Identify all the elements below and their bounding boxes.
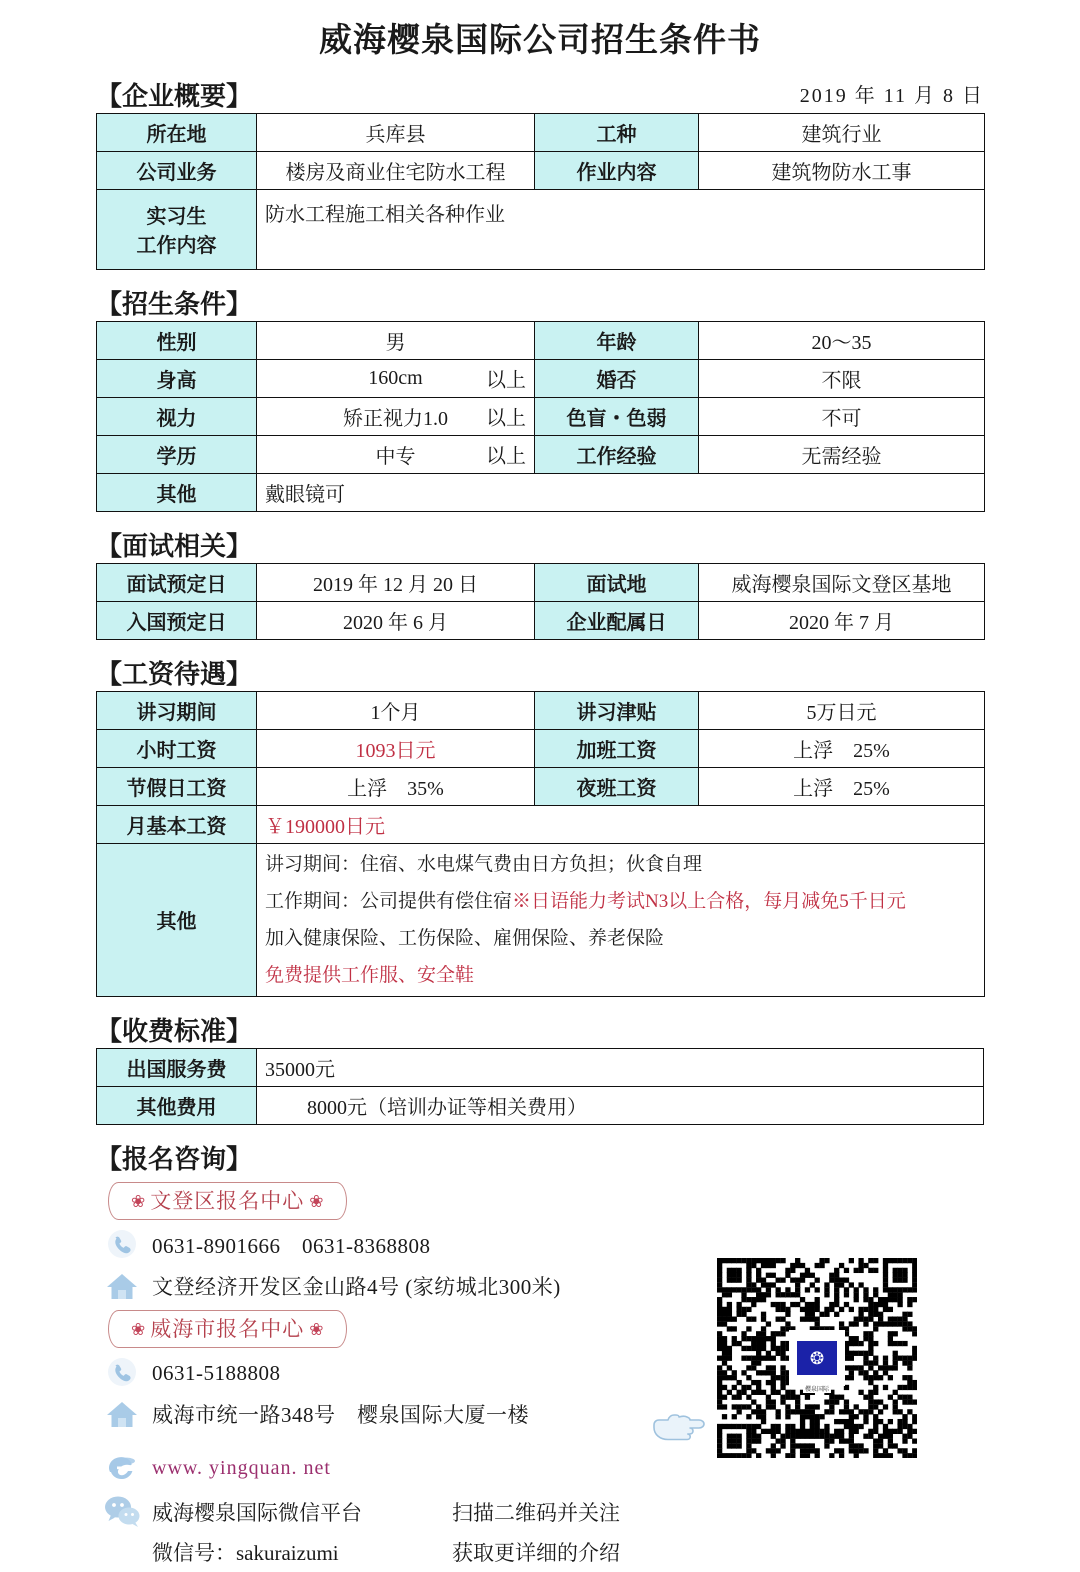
cell-value-req-other: 戴眼镜可 xyxy=(257,473,985,511)
table-requirements xyxy=(96,321,985,512)
cell-value-overtime-wage: 上浮 25% xyxy=(699,729,985,767)
home-icon xyxy=(102,1268,142,1304)
value-text: 矫正视力1.0 xyxy=(343,407,448,430)
qr-logo-caption: 樱泉国际 xyxy=(803,1384,831,1393)
cell-label-interview-date: 面试预定日 xyxy=(97,563,257,601)
website-url[interactable]: www. yingquan. net xyxy=(152,1456,331,1479)
home-icon xyxy=(102,1396,142,1432)
table-row xyxy=(97,151,985,189)
cell-value-night-wage: 上浮 25% xyxy=(699,767,985,805)
table-row xyxy=(97,601,985,639)
cell-label-monthly-wage: 月基本工资 xyxy=(97,805,257,843)
value-text: 中专 xyxy=(375,445,416,468)
cell-label-age: 年龄 xyxy=(535,321,699,359)
table-row xyxy=(97,563,985,601)
cell-label-gender: 性别 xyxy=(97,321,257,359)
wechat-id[interactable]: 微信号：sakuraizumi xyxy=(152,1541,339,1566)
table-row xyxy=(97,691,985,729)
section-header-requirements xyxy=(96,286,984,318)
note-black: 加入健康保险、工伤保险、雇佣保险、养老保险 xyxy=(265,927,665,949)
cell-value-interview-place: 威海樱泉国际文登区基地 xyxy=(699,563,985,601)
section-header-fees xyxy=(96,1013,984,1045)
table-fees xyxy=(96,1048,984,1125)
cell-label-height: 身高 xyxy=(97,359,257,397)
wechat-row-2 xyxy=(152,1532,662,1572)
table-row xyxy=(97,397,985,435)
note-black: 讲习期间：住宿、水电煤气费由日方负担；伙食自理 xyxy=(265,853,703,875)
note-line xyxy=(265,883,976,920)
cell-value-location: 兵库县 xyxy=(257,113,535,151)
qr-prompt-line-1: 扫描二维码并关注 xyxy=(452,1501,620,1526)
cell-value-training-allowance: 5万日元 xyxy=(699,691,985,729)
cell-label-job-type: 工种 xyxy=(535,113,699,151)
value-text: 男 xyxy=(385,331,406,354)
flower-icon: ❀ xyxy=(309,1320,324,1340)
wechat-platform-name: 威海樱泉国际微信平台 xyxy=(152,1501,362,1526)
phone-icon xyxy=(102,1355,142,1391)
phone-icon xyxy=(102,1227,142,1263)
cell-label-assignment-date: 企业配属日 xyxy=(535,601,699,639)
cell-label-work-content: 作业内容 xyxy=(535,151,699,189)
note-red: 免费提供工作服、安全鞋 xyxy=(265,964,475,986)
internet-explorer-icon xyxy=(102,1450,142,1486)
address-weihai: 威海市统一路348号 樱泉国际大厦一楼 xyxy=(152,1403,529,1428)
value-suffix: 以上 xyxy=(486,369,526,392)
qr-code[interactable] xyxy=(717,1258,917,1458)
table-company-overview xyxy=(96,113,985,270)
note-line xyxy=(265,957,976,994)
table-interview xyxy=(96,563,985,640)
cell-value-colorblind: 不可 xyxy=(699,397,985,435)
cell-label-experience: 工作经验 xyxy=(535,435,699,473)
cell-label-req-other: 其他 xyxy=(97,473,257,511)
section-title-contact: 【报名咨询】 xyxy=(96,1144,253,1174)
cell-label-holiday-wage: 节假日工资 xyxy=(97,767,257,805)
phone-number-wendeng[interactable]: 0631-8901666 0631-8368808 xyxy=(152,1234,431,1259)
table-row xyxy=(97,767,985,805)
cell-value-interview-date: 2019 年 12 月 20 日 xyxy=(257,563,535,601)
note-red: ※日语能力考试N3以上合格，每月减免5千日元 xyxy=(512,890,906,912)
section-title-company: 【企业概要】 xyxy=(96,81,253,111)
cell-value-entry-date: 2020 年 6 月 xyxy=(257,601,535,639)
table-row xyxy=(97,321,985,359)
cell-value-vision xyxy=(257,397,535,435)
address-wendeng: 文登经济开发区金山路4号 (家纺城北300米) xyxy=(152,1275,561,1300)
table-row xyxy=(97,359,985,397)
cell-label-interview-place: 面试地 xyxy=(535,563,699,601)
section-header-interview xyxy=(96,528,984,560)
cell-label-overtime-wage: 加班工资 xyxy=(535,729,699,767)
cell-label-location: 所在地 xyxy=(97,113,257,151)
badge-label: 文登区报名中心 xyxy=(150,1188,305,1213)
wechat-row-1 xyxy=(152,1492,662,1532)
table-row xyxy=(97,843,985,996)
badge-weihai-center xyxy=(108,1310,347,1348)
note-line xyxy=(265,846,976,883)
cell-value-experience: 无需经验 xyxy=(699,435,985,473)
badge-label: 威海市报名中心 xyxy=(150,1317,305,1342)
cell-value-salary-notes xyxy=(257,843,985,996)
table-row xyxy=(97,435,985,473)
wechat-text-column xyxy=(152,1492,662,1572)
cell-value-work-content: 建筑物防水工事 xyxy=(699,151,985,189)
cell-value-education xyxy=(257,435,535,473)
cell-label-night-wage: 夜班工资 xyxy=(535,767,699,805)
table-salary xyxy=(96,691,985,997)
intern-label-line2: 工作内容 xyxy=(136,235,217,258)
cell-label-intern-duties xyxy=(97,189,257,269)
section-title-salary: 【工资待遇】 xyxy=(96,659,253,689)
flower-icon: ❀ xyxy=(309,1191,324,1211)
wechat-icon-column xyxy=(102,1492,142,1537)
table-row xyxy=(97,805,985,843)
flower-icon: ❀ xyxy=(131,1320,146,1340)
note-line xyxy=(265,920,976,957)
table-row xyxy=(97,473,985,511)
intern-label-line1: 实习生 xyxy=(146,206,207,229)
section-header-salary xyxy=(96,656,984,688)
qr-center-logo xyxy=(794,1335,840,1381)
note-black: 工作期间：公司提供有偿住宿 xyxy=(265,890,513,912)
qr-logo-mark: ❂ xyxy=(797,1341,837,1375)
cell-value-monthly-wage: ￥190000日元 xyxy=(257,805,985,843)
cell-value-age: 20～35 xyxy=(699,321,985,359)
section-title-fees: 【收费标准】 xyxy=(96,1016,253,1046)
table-row xyxy=(97,729,985,767)
pointing-hand-icon xyxy=(648,1405,710,1451)
cell-label-training-allowance: 讲习津贴 xyxy=(535,691,699,729)
cell-value-business: 楼房及商业住宅防水工程 xyxy=(257,151,535,189)
document-date: 2019 年 11 月 8 日 xyxy=(799,84,984,107)
cell-label-marital: 婚否 xyxy=(535,359,699,397)
cell-value-holiday-wage: 上浮 35% xyxy=(257,767,535,805)
section-header-company xyxy=(96,78,984,110)
cell-label-colorblind: 色盲・色弱 xyxy=(535,397,699,435)
section-title-interview: 【面试相关】 xyxy=(96,531,253,561)
cell-label-service-fee: 出国服务费 xyxy=(97,1048,257,1086)
phone-number-weihai[interactable]: 0631-5188808 xyxy=(152,1360,281,1385)
section-header-contact xyxy=(96,1141,984,1173)
table-row xyxy=(97,1048,984,1086)
cell-value-assignment-date: 2020 年 7 月 xyxy=(699,601,985,639)
cell-label-hourly-wage: 小时工资 xyxy=(97,729,257,767)
value-suffix: 以上 xyxy=(486,445,526,468)
value-suffix: 以上 xyxy=(486,407,526,430)
cell-label-education: 学历 xyxy=(97,435,257,473)
cell-value-intern-duties: 防水工程施工相关各种作业 xyxy=(257,189,985,269)
cell-value-other-fee: 8000元（培训办证等相关费用） xyxy=(257,1086,984,1124)
cell-value-height xyxy=(257,359,535,397)
badge-wendeng-center xyxy=(108,1182,347,1220)
section-title-requirements: 【招生条件】 xyxy=(96,289,253,319)
cell-value-hourly-wage: 1093日元 xyxy=(257,729,535,767)
cell-label-vision: 视力 xyxy=(97,397,257,435)
table-row xyxy=(97,1086,984,1124)
page-title: 威海樱泉国际公司招生条件书 xyxy=(319,23,761,59)
cell-label-business: 公司业务 xyxy=(97,151,257,189)
flower-icon: ❀ xyxy=(131,1191,146,1211)
cell-label-training-period: 讲习期间 xyxy=(97,691,257,729)
table-row xyxy=(97,189,985,269)
wechat-icon xyxy=(102,1492,142,1532)
cell-value-training-period: 1个月 xyxy=(257,691,535,729)
cell-value-job-type: 建筑行业 xyxy=(699,113,985,151)
cell-value-marital: 不限 xyxy=(699,359,985,397)
wechat-block xyxy=(102,1492,984,1572)
cell-label-other-fee: 其他费用 xyxy=(97,1086,257,1124)
cell-label-entry-date: 入国预定日 xyxy=(97,601,257,639)
cell-label-salary-notes: 其他 xyxy=(97,843,257,996)
cell-value-gender xyxy=(257,321,535,359)
value-text: 160cm xyxy=(368,366,423,389)
table-row xyxy=(97,113,985,151)
qr-prompt-line-2: 获取更详细的介绍 xyxy=(452,1541,620,1566)
cell-value-service-fee: 35000元 xyxy=(257,1048,984,1086)
